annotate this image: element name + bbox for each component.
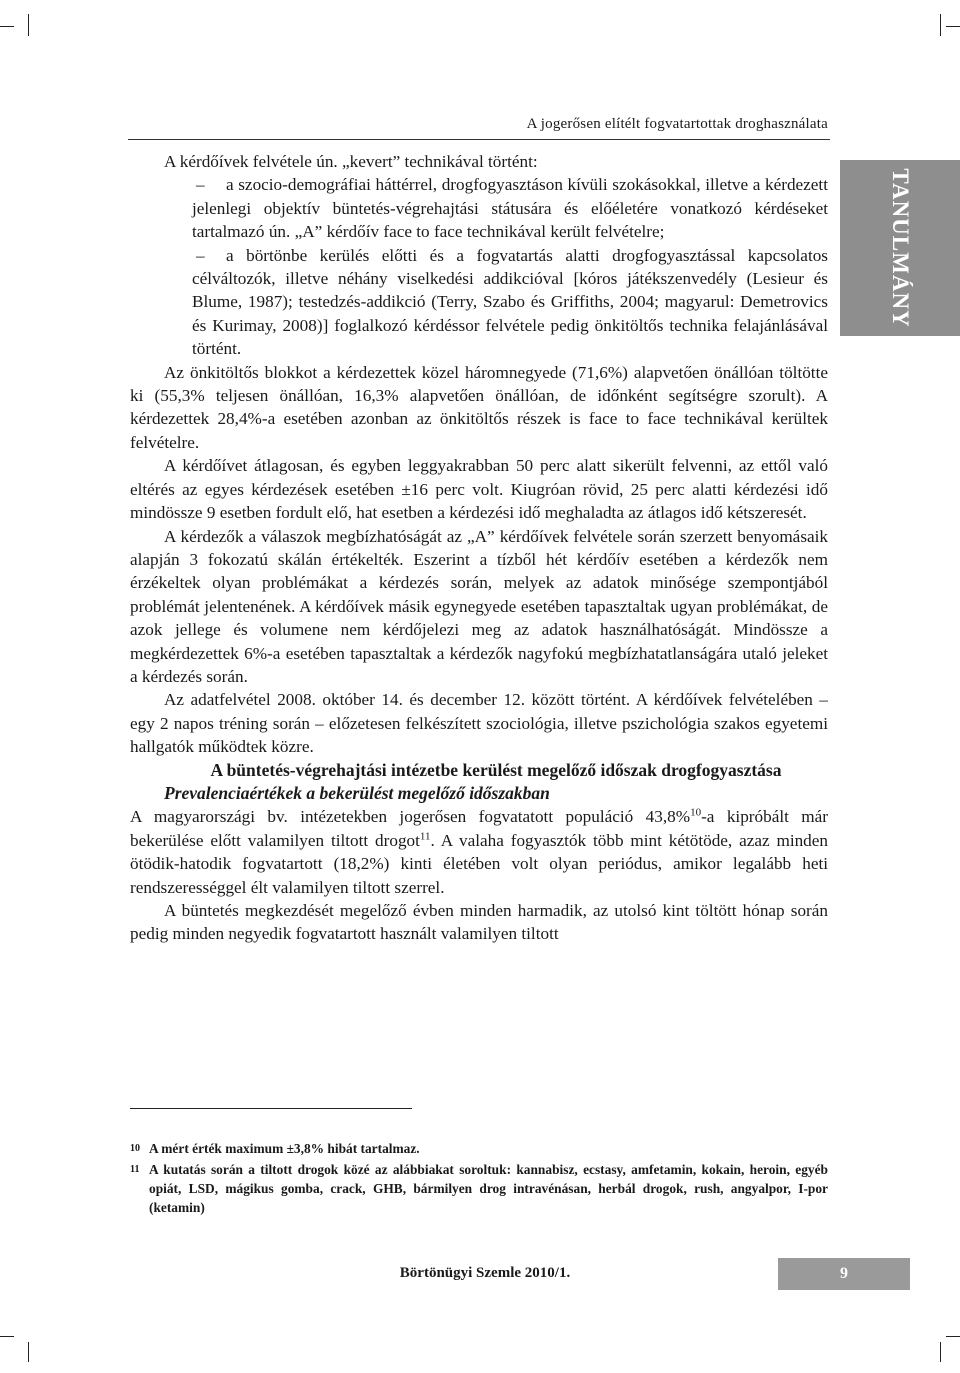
- paragraph: Az adatfelvétel 2008. október 14. és december 12. között történt. A kérdőívek felvételében – egy 2 napos tréning során – előzetesen felkészített szociológia, illetve pszichológia szakos egyetemi hallgatók működtek közre.: [130, 690, 828, 757]
- section-tab-label: TANULMÁNY: [888, 168, 913, 328]
- crop-mark: [940, 14, 941, 36]
- footnote-ref[interactable]: 10: [690, 806, 702, 819]
- footnote: [130, 1160, 828, 1217]
- footnotes: [130, 1139, 828, 1219]
- dash-bullet: –: [196, 175, 205, 195]
- sub-heading: Prevalenciaértékek a bekerülést megelőző időszakban: [164, 782, 550, 803]
- article-body: [130, 150, 828, 946]
- crop-mark: [946, 1336, 960, 1337]
- footnote: [130, 1139, 828, 1158]
- paragraph: A kérdezők a válaszok megbízhatóságát az „A” kérdőívek felvétele során szerzett benyomásaik alapján 3 fokozatú skálán értékelték. Eszerint a tízből hét kérdőív esetében a kérdezők nem érzékeltek olyan problémákat a kérdezés során, melyek az adatok minősége szempontjából problémát jelentenének. A kérdőívek másik egynegyede esetében tapasztaltak ugyan problémákat, de azok jellege és volumene nem kérdőjelezi meg az adatok használhatóságát. Mindössze a megkérdezettek 6%-a esetében tapasztaltak a kérdezők nagyfokú megbízhatatlanságára utaló jeleket a kérdezés során.: [130, 526, 828, 686]
- paragraph: Az önkitöltős blokkot a kérdezettek közel háromnegyede (71,6%) alapvetően önállóan töltötte ki (55,3% teljesen önállóan, 16,3% alapvetően önállóan, de időnként segítségre szorult). A kérdezettek 28,4%-a esetében azonban az önkitöltős részek is face to face technikával kerültek felvételre.: [130, 362, 828, 452]
- list-item: [130, 173, 828, 243]
- paragraph: A büntetés megkezdését megelőző évben minden harmadik, az utolsó kint töltött hónap során pedig minden negyedik fogvatartott használt valamilyen tiltott: [130, 901, 828, 944]
- dash-bullet: –: [196, 245, 205, 265]
- crop-mark: [0, 26, 14, 27]
- crop-mark: [28, 14, 29, 36]
- running-header: A jogerősen elítélt fogvatartottak droghasználata: [526, 116, 828, 132]
- footnote-text: A kutatás során a tiltott drogok közé az alábbiakat soroltuk: kannabisz, ecstasy, amfetamin, kokain, heroin, egyéb opiát, LSD, mágikus gomba, crack, GHB, bármilyen drog intravénásan, herbál drogok, rush, angyalpor, I-por (ketamin): [149, 1162, 828, 1215]
- text-run: -a kipróbált már bekerülése előtt valamilyen tiltott drogot: [130, 807, 828, 850]
- page-number: 9: [778, 1258, 910, 1290]
- text-run: A magyarországi bv. intézetekben jogerősen fogvatatott populáció 43,8%: [130, 807, 691, 827]
- crop-mark: [940, 1342, 941, 1362]
- crop-mark: [946, 26, 960, 27]
- footnote-text: A mért érték maximum ±3,8% hibát tartalmaz.: [149, 1141, 420, 1156]
- footnote-number: 10: [130, 1143, 140, 1154]
- footnote-number: 11: [130, 1164, 140, 1175]
- text-run: . A valaha fogyasztók több mint kétötöde, azaz minden ötödik-hatodik fogvatartott (18,2%) kinti életében volt olyan periódus, amikor legalább heti rendszerességgel élt valamilyen tiltott szerrel.: [130, 830, 828, 897]
- paragraph-prevalence: [130, 805, 828, 899]
- paragraph: A kérdőívet átlagosan, és egyben leggyakrabban 50 perc alatt sikerült felvenni, az ettől való eltérés az egyes kérdezések esetében ±16 perc volt. Kiugróan rövid, 25 perc alatti kérdezési idő mindössze 9 esetben fordult elő, hat esetben a kérdezési idő meghaladta az átlagos idő kétszeresét.: [130, 456, 828, 523]
- footnote-rule: [130, 1108, 412, 1109]
- list-item: [130, 244, 828, 361]
- list-item-text: a szocio-demográfiai háttérrel, drogfogyasztáson kívüli szokásokkal, illetve a kérdezett jelenlegi objektív büntetés-végrehajtási státusára és előéletére vonatkozó kérdéseket tartalmazó ún. „A” kérdőív face to face technikával került felvételre;: [192, 175, 828, 242]
- crop-mark: [28, 1342, 29, 1362]
- list-item-text: a börtönbe kerülés előtti és a fogvatartás alatti drogfogyasztással kapcsolatos célváltozók, illetve néhány viselkedési addikcióval [kóros játékszenvedély (Lesieur és Blume, 1987); testedzés-addikció (Terry, Szabo és Griffiths, 2004; magyarul: Demetrovics és Kurimay, 2008)] foglalkozó kérdéssor felvétele pedig önkitöltős technika felajánlásával történt.: [192, 245, 828, 359]
- intro-paragraph: A kérdőívek felvétele ún. „kevert” technikával történt:: [164, 152, 538, 171]
- section-heading: A büntetés-végrehajtási intézetbe kerülést megelőző időszak drogfogyasztása: [210, 759, 782, 780]
- journal-title: Börtönügyi Szemle 2010/1.: [399, 1265, 571, 1281]
- footnote-ref[interactable]: 11: [419, 830, 431, 843]
- header-rule: [128, 139, 830, 140]
- crop-mark: [0, 1336, 14, 1337]
